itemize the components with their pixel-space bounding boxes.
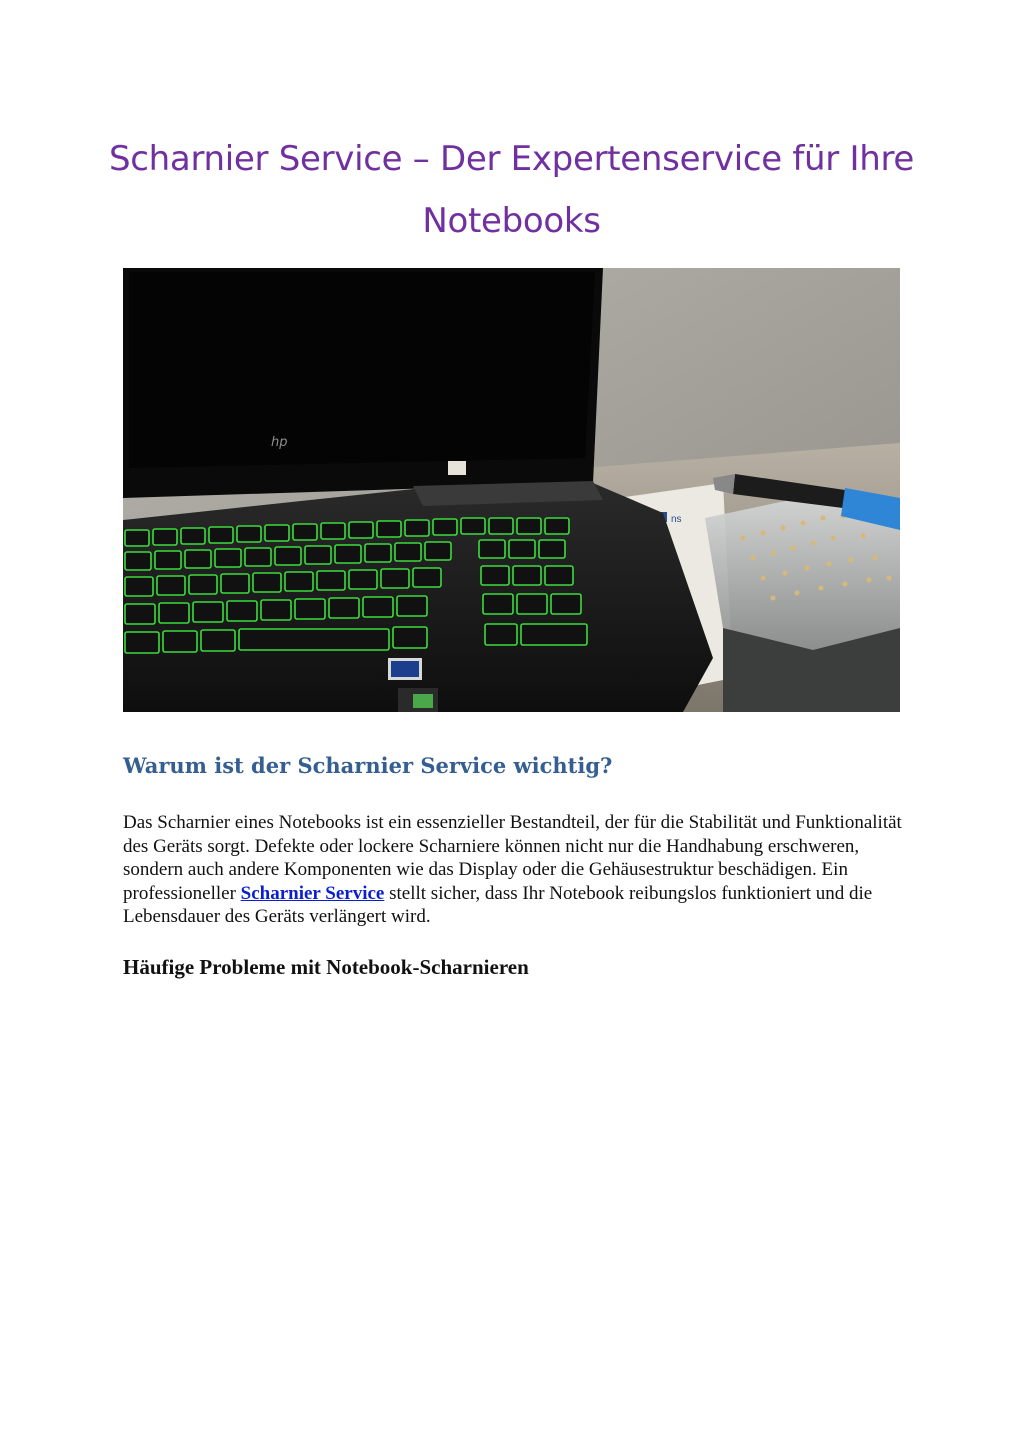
laptop-photo xyxy=(123,268,900,712)
paragraph-text-before-link: Das Scharnier eines Notebooks ist ein essenzieller Bestandteil, der für die Stabilität und Funktionalität des Geräts sorgt. Defekte oder lockere Scharniere können nicht nur die Handhabung erschweren, sondern auch andere Komponenten wie das Display oder die Gehäusestruktur beschädigen. Ein professioneller xyxy=(123,812,902,904)
scharnier-service-link[interactable]: Scharnier Service xyxy=(240,882,385,904)
section-heading: Warum ist der Scharnier Service wichtig? xyxy=(123,753,613,778)
svg-text:hp: hp xyxy=(271,435,288,450)
body-paragraph xyxy=(123,811,903,929)
paragraph-text-after-link: stellt sicher, dass Ihr Notebook reibungslos funktioniert und die Lebensdauer des Geräts verlängert wird. xyxy=(123,882,873,928)
svg-text:ns: ns xyxy=(671,514,682,525)
page-title: Scharnier Service – Der Expertenservice für Ihre Notebooks xyxy=(108,139,914,241)
subheading: Häufige Probleme mit Notebook-Scharnieren xyxy=(123,955,529,979)
